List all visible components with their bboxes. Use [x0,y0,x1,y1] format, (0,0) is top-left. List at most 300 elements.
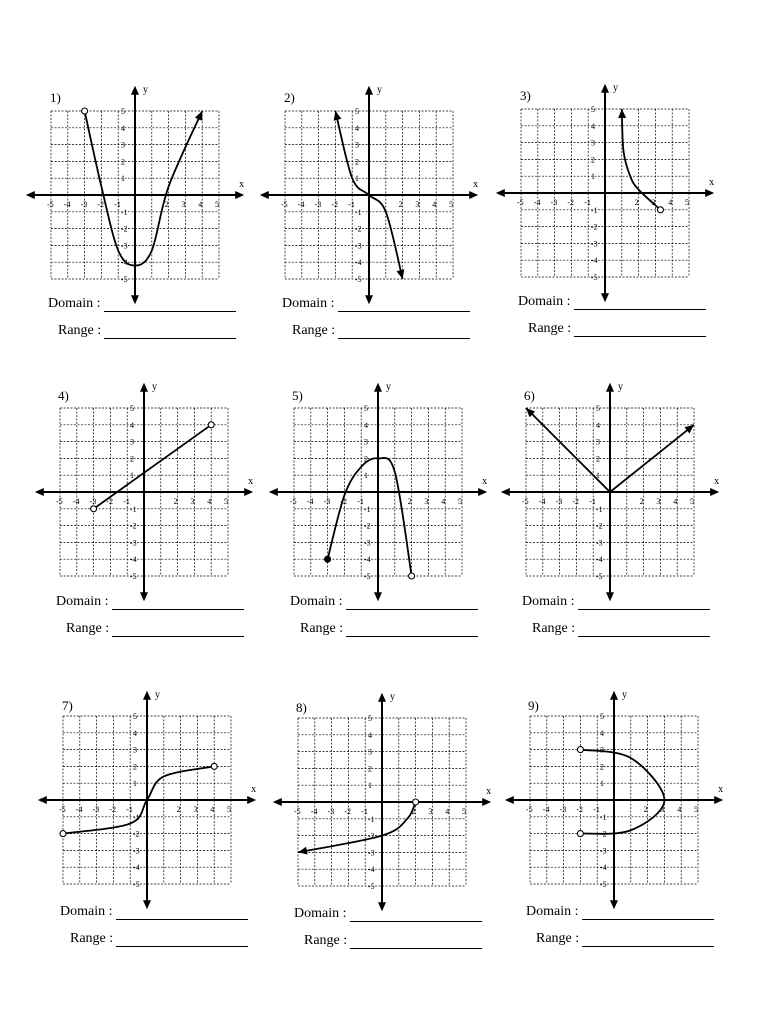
x-axis-arrow-left [505,796,514,804]
domain-label: Domain : [282,296,335,311]
x-tick-label: -1 [123,497,130,506]
x-tick-label: -2 [106,497,114,506]
x-axis-name: x [718,784,724,795]
y-tick-label: -4 [368,865,375,875]
y-tick-label: -5 [600,880,607,889]
y-tick-label: 4 [600,728,604,738]
range-answer-blank[interactable] [578,622,710,637]
domain-answer-blank[interactable] [346,595,478,610]
y-axis-name: y [155,689,160,701]
problem-number: 9) [528,698,539,713]
y-axis-name: y [152,381,157,393]
y-tick-label: -3 [121,241,128,251]
x-axis-arrow-left [38,796,47,804]
x-tick-label: 5 [215,200,219,209]
x-tick-label: -3 [550,198,558,207]
x-tick-label: -4 [75,805,83,814]
range-answer-blank[interactable] [116,932,248,947]
x-axis-name: x [486,786,492,797]
x-axis-arrow-left [260,191,269,199]
x-tick-label: -5 [517,198,524,207]
x-tick-label: 3 [428,807,433,816]
problem-number: 5) [292,388,303,403]
domain-label: Domain : [290,594,343,609]
x-tick-label: -1 [114,200,121,209]
curve-start-closed-point [325,556,331,562]
x-tick-label: -4 [538,497,546,506]
coordinate-graph [270,381,510,601]
y-tick-label: 1 [355,174,359,184]
x-tick-label: -2 [97,200,105,209]
y-tick-label: -5 [364,572,371,581]
x-tick-label: -3 [555,497,563,506]
y-tick-label: -5 [130,572,137,581]
x-axis-name: x [482,476,488,487]
y-tick-label: 4 [121,123,125,133]
y-tick-label: 4 [368,730,372,740]
y-tick-label: 2 [130,454,134,464]
x-tick-label: -2 [340,497,348,506]
y-tick-label: -1 [130,504,137,514]
problem-9 [506,689,746,966]
y-tick-label: -2 [591,222,598,232]
curve-start-arrow [618,109,626,118]
y-tick-label: -4 [364,555,371,565]
y-tick-label: 3 [130,437,134,447]
y-tick-label: 3 [368,747,372,757]
y-tick-label: 5 [130,404,134,413]
x-tick-label: 2 [407,497,412,506]
x-tick-label: 3 [656,497,661,506]
x-tick-label: 5 [685,198,689,207]
y-tick-label: -1 [600,812,607,822]
y-axis-name: y [618,381,623,393]
y-axis-name: y [622,689,627,701]
curve-start-open-point [577,747,583,753]
x-tick-label: -1 [589,497,596,506]
domain-label: Domain : [60,904,113,919]
x-axis-arrow-right [235,191,244,199]
range-label: Range : [66,621,110,636]
range-answer-row [70,931,248,947]
problem-number: 7) [62,698,73,713]
problem-2 [262,84,502,358]
range-answer-row [304,933,482,949]
x-tick-label: -5 [281,200,288,209]
y-tick-label: 2 [600,762,604,772]
x-axis-name: x [473,179,479,190]
y-tick-label: -2 [364,521,371,531]
x-tick-label: -3 [80,200,88,209]
x-tick-label: 2 [643,805,648,814]
y-tick-label: -3 [591,239,598,249]
domain-label: Domain : [518,294,571,309]
y-tick-label: 2 [364,454,368,464]
y-tick-label: -3 [596,538,603,548]
domain-answer-blank[interactable] [116,905,248,920]
y-tick-label: -3 [364,538,371,548]
y-tick-label: -1 [364,504,371,514]
x-tick-label: 4 [210,805,215,814]
x-axis-arrow-left [26,191,35,199]
x-axis-name: x [239,179,245,190]
y-tick-label: 2 [121,157,125,167]
coordinate-graph [502,381,742,601]
y-tick-label: -1 [591,205,598,215]
curve-end-open-point [211,763,217,769]
x-axis-arrow-right [482,798,491,806]
x-tick-label: 4 [198,200,203,209]
y-tick-label: 1 [133,779,137,789]
y-tick-label: 4 [591,121,595,131]
y-tick-label: -4 [600,863,607,873]
domain-answer-row [522,594,710,610]
x-axis-arrow-left [496,189,505,197]
y-tick-label: 1 [130,471,134,481]
coordinate-graph [506,689,746,911]
y-tick-label: -2 [600,829,607,839]
y-axis-name: y [613,82,618,94]
domain-answer-row [294,906,482,922]
y-tick-label: 3 [355,140,359,150]
y-tick-label: 3 [600,745,604,755]
x-tick-label: 3 [190,497,195,506]
domain-label: Domain : [526,904,579,919]
problem-4 [36,381,276,656]
x-tick-label: 2 [164,200,169,209]
x-axis-arrow-right [244,488,253,496]
y-tick-label: 2 [133,762,137,772]
domain-label: Domain : [48,296,101,311]
y-axis-arrow-up [131,86,139,95]
x-tick-label: 3 [193,805,198,814]
x-axis-name: x [251,784,257,795]
domain-answer-row [60,904,248,920]
x-tick-label: 2 [634,198,639,207]
y-tick-label: -4 [121,258,128,268]
problem-number: 8) [296,700,307,715]
curve-end-open-point [413,799,419,805]
y-tick-label: -2 [355,224,362,234]
x-tick-label: -1 [584,198,591,207]
domain-answer-row [518,294,706,310]
range-answer-blank[interactable] [582,932,714,947]
y-tick-label: 2 [591,155,595,165]
range-answer-blank[interactable] [112,622,244,637]
y-tick-label: -5 [121,275,128,284]
x-axis-arrow-right [710,488,719,496]
y-tick-label: 3 [121,140,125,150]
curve-start-open-point [91,506,97,512]
y-tick-label: 1 [591,172,595,182]
y-tick-label: -1 [355,207,362,217]
range-label: Range : [70,931,114,946]
y-tick-label: -4 [355,258,362,268]
y-tick-label: -5 [368,882,375,891]
domain-answer-row [290,594,478,610]
range-answer-row [528,321,706,337]
y-tick-label: 2 [368,764,372,774]
y-axis-arrow-up [374,383,382,392]
y-tick-label: -3 [133,846,140,856]
problem-number: 1) [50,90,61,105]
x-axis-name: x [714,476,720,487]
x-tick-label: 3 [181,200,186,209]
domain-answer-blank[interactable] [350,907,482,922]
y-tick-label: 1 [600,779,604,789]
y-tick-label: -1 [368,814,375,824]
range-label: Range : [536,931,580,946]
x-tick-label: -4 [310,807,318,816]
x-tick-label: -5 [294,807,301,816]
domain-answer-row [282,296,470,312]
x-axis-arrow-left [273,798,282,806]
range-label: Range : [532,621,576,636]
y-tick-label: -2 [121,224,128,234]
y-axis-arrow-up [378,693,386,702]
x-axis-arrow-right [469,191,478,199]
coordinate-graph [262,84,502,303]
x-tick-label: 2 [639,497,644,506]
y-tick-label: 5 [121,107,125,116]
coordinate-graph [36,381,276,601]
range-answer-row [532,621,710,637]
curve-end-open-point [657,207,663,213]
y-tick-label: 3 [591,138,595,148]
x-tick-label: 2 [411,807,416,816]
y-tick-label: 5 [600,712,604,721]
range-answer-blank[interactable] [346,622,478,637]
y-tick-label: -4 [130,555,137,565]
x-axis-arrow-left [35,488,44,496]
x-tick-label: 3 [651,198,656,207]
y-axis-arrow-up [606,383,614,392]
range-label: Range : [292,323,336,338]
y-tick-label: 3 [133,745,137,755]
range-answer-row [300,621,478,637]
y-tick-label: 5 [355,107,359,116]
x-tick-label: -4 [72,497,80,506]
x-tick-label: -4 [533,198,541,207]
y-tick-label: -3 [355,241,362,251]
x-tick-label: -2 [567,198,575,207]
range-answer-row [66,621,244,637]
x-axis-name: x [248,476,254,487]
x-tick-label: -3 [89,497,97,506]
y-tick-label: -1 [133,812,140,822]
problem-7 [40,689,280,966]
y-tick-label: -5 [355,275,362,284]
range-answer-row [536,931,714,947]
y-tick-label: -2 [596,521,603,531]
x-tick-label: -1 [126,805,133,814]
x-tick-label: -4 [306,497,314,506]
domain-answer-blank[interactable] [582,905,714,920]
domain-answer-blank[interactable] [112,595,244,610]
problem-6 [502,381,742,656]
x-tick-label: -2 [572,497,580,506]
x-axis-name: x [709,177,715,188]
x-tick-label: 4 [445,807,450,816]
x-tick-label: 5 [449,200,453,209]
domain-answer-blank[interactable] [578,595,710,610]
y-tick-label: 2 [355,157,359,167]
y-tick-label: -1 [596,504,603,514]
x-tick-label: 4 [673,497,678,506]
x-tick-label: -3 [559,805,567,814]
x-tick-label: -5 [526,805,533,814]
range-answer-row [58,323,236,339]
x-tick-label: 5 [458,497,462,506]
x-tick-label: 4 [207,497,212,506]
y-tick-label: -5 [591,273,598,282]
domain-label: Domain : [294,906,347,921]
y-tick-label: 5 [368,714,372,723]
problem-5 [270,381,510,656]
domain-answer-row [56,594,244,610]
x-tick-label: -2 [576,805,584,814]
range-answer-blank[interactable] [338,324,470,339]
x-tick-label: 5 [690,497,694,506]
y-axis-name: y [390,691,395,703]
coordinate-graph [498,82,738,301]
x-tick-label: -2 [344,807,352,816]
x-tick-label: 3 [415,200,420,209]
range-answer-blank[interactable] [574,322,706,337]
x-tick-label: -2 [109,805,117,814]
y-tick-label: 5 [364,404,368,413]
curve-end-open-point [409,573,415,579]
x-tick-label: -4 [542,805,550,814]
y-tick-label: -3 [368,848,375,858]
x-tick-label: 4 [432,200,437,209]
function-curve [85,111,203,266]
range-label: Range : [528,321,572,336]
y-tick-label: 1 [596,471,600,481]
y-tick-label: 2 [596,454,600,464]
x-tick-label: -1 [348,200,355,209]
function-curve [580,750,664,834]
y-tick-label: 4 [355,123,359,133]
y-axis-name: y [386,381,391,393]
x-tick-label: 5 [227,805,231,814]
y-tick-label: 4 [364,420,368,430]
y-tick-label: 3 [364,437,368,447]
y-tick-label: 1 [364,471,368,481]
y-tick-label: -3 [600,846,607,856]
y-axis-arrow-up [610,691,618,700]
x-tick-label: 4 [441,497,446,506]
range-answer-row [292,323,470,339]
problem-number: 4) [58,388,69,403]
y-tick-label: -2 [130,521,137,531]
range-answer-blank[interactable] [350,934,482,949]
curve-end-open-point [208,422,214,428]
domain-answer-row [48,296,236,312]
y-axis-arrow-up [140,383,148,392]
x-tick-label: 5 [694,805,698,814]
x-tick-label: 2 [173,497,178,506]
problem-number: 3) [520,88,531,103]
domain-answer-blank[interactable] [338,297,470,312]
curve-end-open-point [577,831,583,837]
y-tick-label: -4 [133,863,140,873]
domain-answer-row [526,904,714,920]
x-tick-label: -1 [361,807,368,816]
domain-label: Domain : [56,594,109,609]
x-tick-label: -3 [314,200,322,209]
domain-label: Domain : [522,594,575,609]
x-axis-arrow-left [501,488,510,496]
y-axis-arrow-up [365,86,373,95]
x-tick-label: 4 [668,198,673,207]
range-label: Range : [304,933,348,948]
x-tick-label: 3 [660,805,665,814]
x-tick-label: -5 [290,497,297,506]
y-tick-label: -1 [121,207,128,217]
problem-number: 2) [284,90,295,105]
curve-start-open-point [82,108,88,114]
problem-3 [498,82,738,356]
y-axis-arrow-up [601,84,609,93]
x-axis-arrow-left [269,488,278,496]
range-answer-blank[interactable] [104,324,236,339]
x-tick-label: 2 [176,805,181,814]
x-axis-arrow-right [714,796,723,804]
y-tick-label: 3 [596,437,600,447]
x-tick-label: -3 [327,807,335,816]
x-tick-label: -5 [59,805,66,814]
range-label: Range : [58,323,102,338]
x-tick-label: 3 [424,497,429,506]
x-tick-label: -1 [593,805,600,814]
y-tick-label: -2 [133,829,140,839]
y-axis-name: y [143,84,148,96]
x-tick-label: -3 [92,805,100,814]
y-tick-label: 1 [368,781,372,791]
x-tick-label: -1 [357,497,364,506]
x-axis-arrow-right [705,189,714,197]
x-tick-label: 5 [462,807,466,816]
y-axis-arrow-up [143,691,151,700]
x-tick-label: 5 [224,497,228,506]
problem-number: 6) [524,388,535,403]
problem-8 [274,691,514,968]
x-tick-label: -5 [522,497,529,506]
x-tick-label: -5 [47,200,54,209]
y-tick-label: -3 [130,538,137,548]
y-tick-label: -4 [591,256,598,266]
curve-start-arrow [298,847,308,855]
y-tick-label: 1 [121,174,125,184]
y-tick-label: -4 [596,555,603,565]
y-tick-label: -2 [368,831,375,841]
x-tick-label: -4 [297,200,305,209]
y-tick-label: 4 [130,420,134,430]
x-tick-label: 4 [677,805,682,814]
domain-answer-blank[interactable] [104,297,236,312]
domain-answer-blank[interactable] [574,295,706,310]
x-tick-label: -4 [63,200,71,209]
range-label: Range : [300,621,344,636]
y-tick-label: -5 [133,880,140,889]
y-tick-label: 5 [133,712,137,721]
y-tick-label: 5 [596,404,600,413]
x-tick-label: 2 [398,200,403,209]
x-tick-label: -5 [56,497,63,506]
x-axis-arrow-right [478,488,487,496]
x-tick-label: -3 [323,497,331,506]
